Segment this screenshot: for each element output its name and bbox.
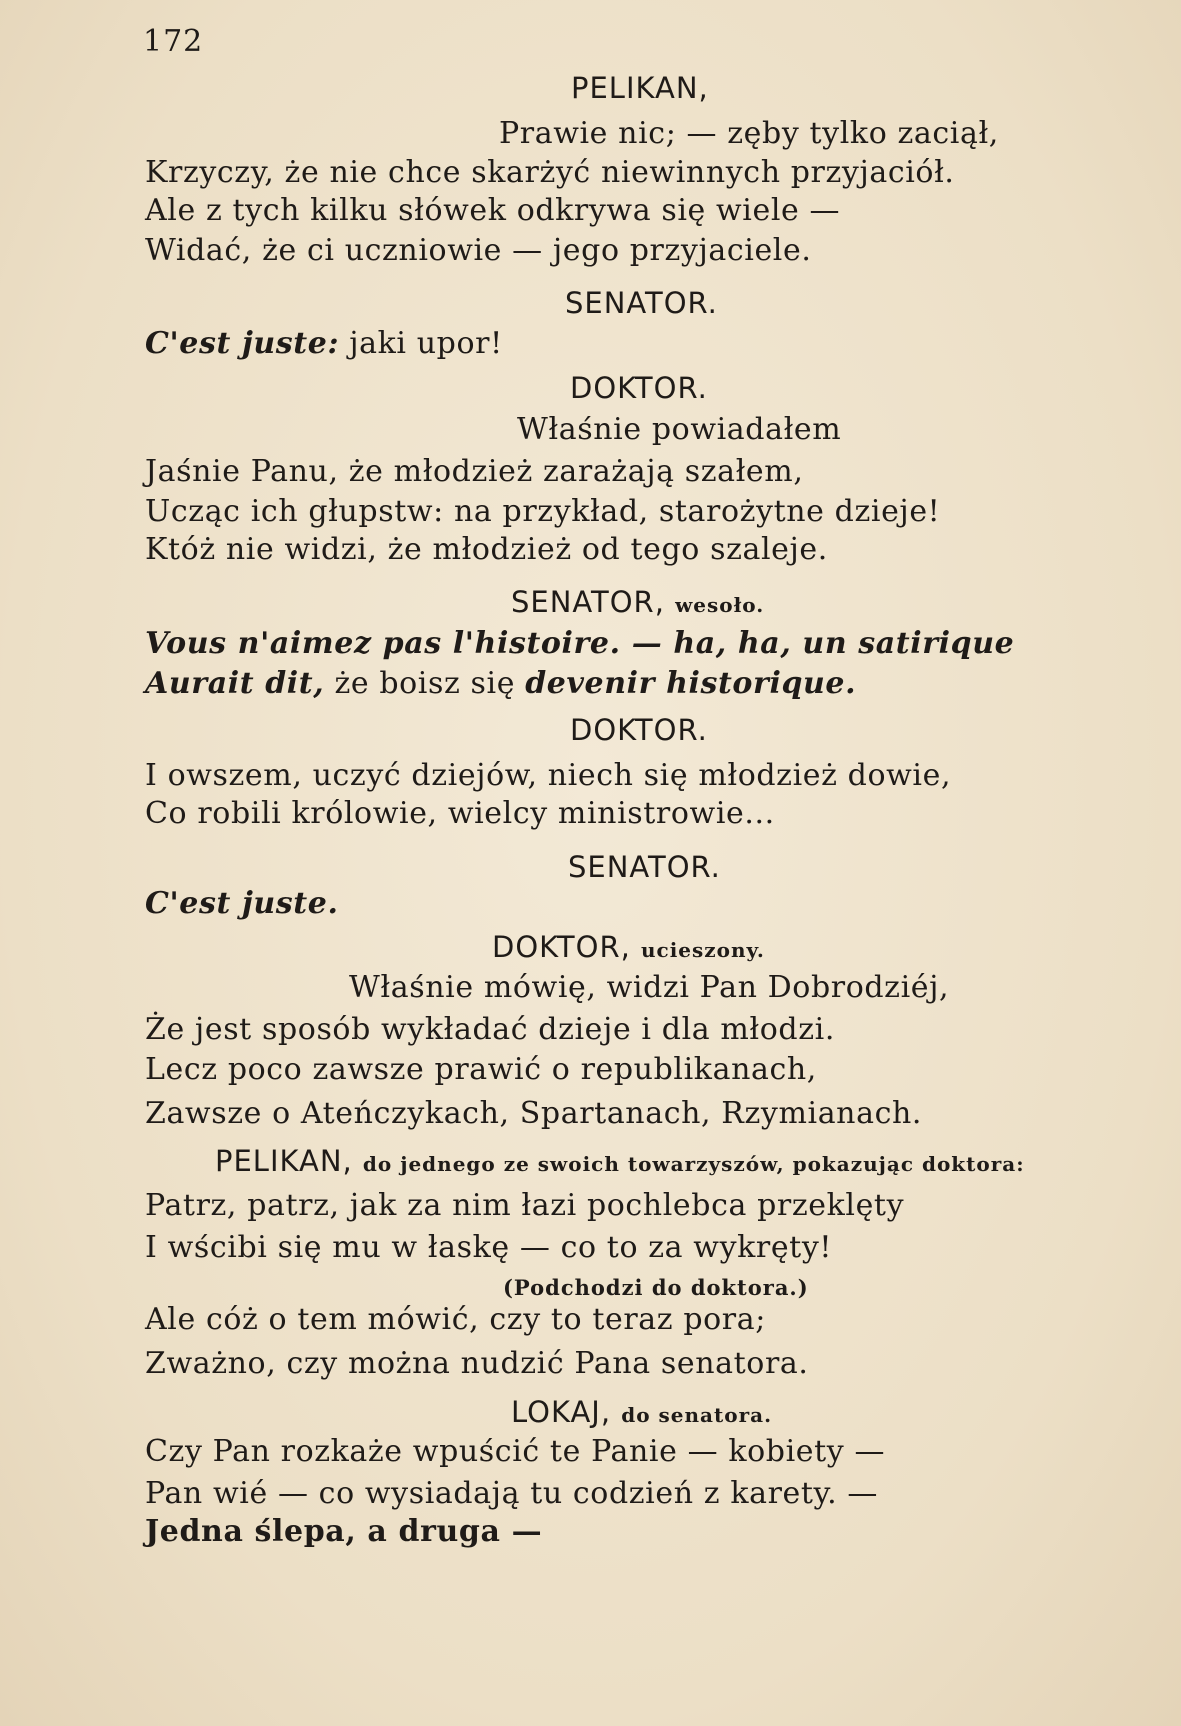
verse-line: Czy Pan rozkaże wpuścić te Panie — kobiety — [145,1434,886,1469]
verse-line: I wścibi się mu w łaskę — co to za wykręty! [145,1230,833,1265]
speaker-heading: DOKTOR. [570,371,708,405]
verse-line: Krzyczy, że nie chce skarżyć niewinnych przyjaciół. [145,155,955,190]
verse-line: Patrz, patrz, jak za nim łazi pochlebca przeklęty [145,1188,905,1223]
verse-line: Lecz poco zawsze prawić o republikanach, [145,1052,817,1087]
speaker-heading: PELIKAN, [571,71,709,105]
verse-line: Zawsze o Ateńczykach, Spartanach, Rzymianach. [145,1096,923,1131]
verse-line: Zważno, czy można nudzić Pana senatora. [145,1346,809,1381]
verse-line: Właśnie mówię, widzi Pan Dobrodziéj, [349,970,950,1005]
verse-line: Widać, że ci uczniowie — jego przyjaciele. [145,233,812,268]
verse-line: Ale cóż o tem mówić, czy to teraz pora; [145,1302,766,1337]
stage-direction: (Podchodzi do doktora.) [503,1275,809,1300]
verse-line: C'est juste. [145,886,339,921]
verse-line: Że jest sposób wykładać dzieje i dla młodzi. [145,1012,835,1047]
verse-line: Właśnie powiadałem [517,412,842,447]
verse-line: C'est juste: jaki upor! [145,326,503,361]
speaker-heading: LOKAJ, do senatora. [511,1395,773,1429]
verse-line: Prawie nic; — zęby tylko zaciął, [499,116,999,151]
speaker-heading: PELIKAN, do jednego ze swoich towarzyszów, pokazując doktora: [215,1144,1025,1178]
page-number: 172 [143,24,204,59]
speaker-heading: SENATOR, wesoło. [511,585,765,619]
speaker-heading: SENATOR. [568,850,721,884]
verse-line: I owszem, uczyć dziejów, niech się młodzież dowie, [145,758,952,793]
verse-line: Jaśnie Panu, że młodzież zarażają szałem, [145,454,804,489]
verse-line: Ucząc ich głupstw: na przykład, starożytne dzieje! [145,494,941,529]
speaker-heading: DOKTOR. [570,713,708,747]
verse-line: Aurait dit, że boisz się devenir historique. [145,666,857,701]
verse-line: Co robili królowie, wielcy ministrowie... [145,796,775,831]
verse-line: Pan wié — co wysiadają tu codzień z karety. — [145,1476,878,1511]
verse-line: Ale z tych kilku słówek odkrywa się wiele — [145,193,841,228]
speaker-heading: DOKTOR, ucieszony. [492,930,765,964]
speaker-heading: SENATOR. [565,286,718,320]
verse-line: Któż nie widzi, że młodzież od tego szaleje. [145,532,828,567]
verse-line: Vous n'aimez pas l'histoire. — ha, ha, un satirique [145,626,1015,661]
verse-line: Jedna ślepa, a druga — [145,1514,543,1549]
